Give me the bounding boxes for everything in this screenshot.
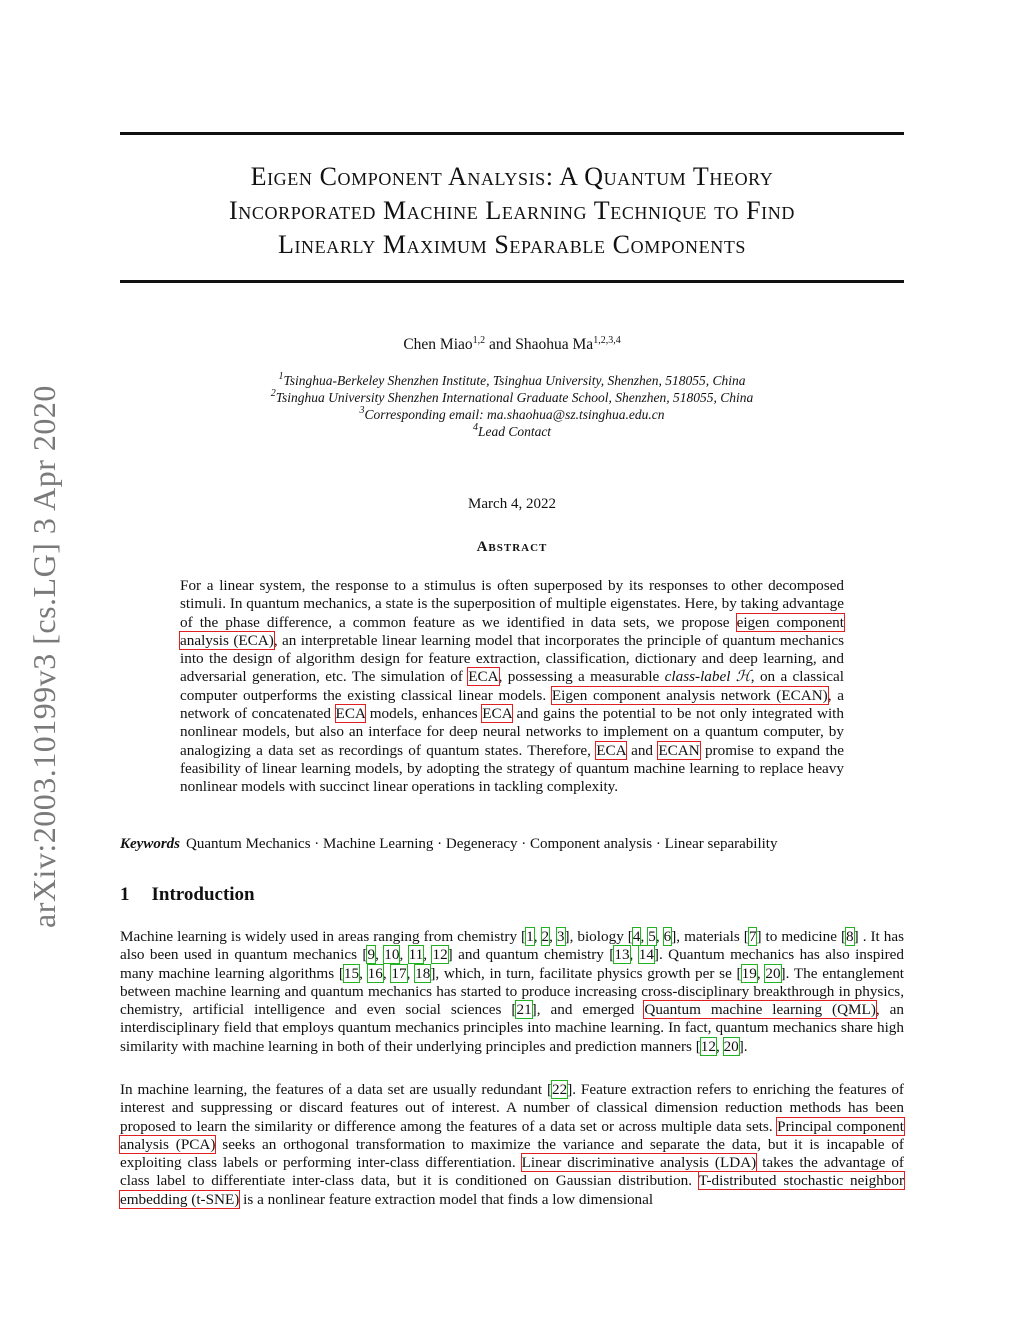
citation[interactable]: 22 — [552, 1081, 568, 1098]
citation[interactable]: 18 — [415, 964, 431, 982]
affiliation-2: $^2$Tsinghua University Shenzhen International Graduate School, Shenzhen, 518055, China — [270, 388, 754, 405]
citation[interactable]: 11 — [408, 946, 424, 964]
citation[interactable]: 14 — [638, 946, 654, 964]
author-conj: and — [485, 336, 516, 353]
citation[interactable]: 3 — [556, 928, 565, 945]
link-qml-definition[interactable]: Quantum machine learning (QML) — [644, 1001, 876, 1019]
citation[interactable]: 1 — [526, 928, 534, 945]
citation[interactable]: 17 — [391, 964, 407, 982]
section-heading — [120, 884, 255, 906]
citation[interactable]: 12 — [700, 1037, 716, 1055]
title-rule-bottom — [120, 280, 904, 283]
citation[interactable]: 13 — [614, 946, 630, 964]
affiliation-3: $^3$Corresponding email: ma.shaohua@sz.tsinghua.edu.cn — [359, 405, 665, 422]
affiliation-4: $^4$Lead Contact — [472, 422, 552, 439]
keywords — [120, 836, 904, 853]
keywords-list: Quantum Mechanics · Machine Learning · Degeneracy · Component analysis · Linear separability — [186, 836, 778, 852]
author-1: Chen Miao — [403, 336, 473, 353]
title-line-3: Linearly Maximum Separable Components — [277, 230, 747, 259]
title-line-1: Eigen Component Analysis: A Quantum Theory — [250, 162, 774, 191]
section-title: Introduction — [151, 884, 255, 905]
citation[interactable]: 12 — [432, 946, 448, 964]
author-2-affil: 1,2,3,4 — [593, 335, 621, 346]
title-line-2: Incorporated Machine Learning Technique to Find — [229, 196, 795, 225]
citation[interactable]: 10 — [384, 946, 400, 964]
keywords-label: Keywords — [120, 836, 180, 852]
citation[interactable]: 9 — [367, 946, 376, 964]
link-eca-definition[interactable]: eigen component analysis (ECA) — [180, 613, 844, 649]
citation[interactable]: 5 — [648, 928, 656, 945]
citation[interactable]: 2 — [541, 928, 550, 945]
citation[interactable]: 6 — [663, 928, 672, 945]
citation[interactable]: 7 — [748, 928, 757, 945]
link-eca[interactable]: ECA — [482, 705, 512, 723]
link-lda-definition[interactable]: Linear discriminative analysis (LDA) — [521, 1154, 757, 1172]
link-tsne-definition[interactable]: T-distributed stochastic neighbor embedding (t-SNE) — [120, 1172, 905, 1208]
author-1-affil: 1,2 — [472, 335, 486, 346]
citation[interactable]: 20 — [765, 964, 781, 982]
abstract-body: For a linear system, the response to a stimulus is often superposed by its responses to other decomposed stimuli. In quantum mechanics, a state is the superposition of multiple eigenstates. Here, by taking advantage of the phase difference, a common feature as we identified in data sets, we propose eigen component analysis (ECA), an interpretable linear learning model that incorporates the principle of quantum mechanics into the design of algorithm design for feature extraction, classification, dictionary and deep learning, and adversarial generation, etc. The simulation of ECA, possessing a measurable class-label ℋ, on a classical computer outperforms the existing classical linear models. Eigen component analysis network (ECAN), a network of concatenated ECA models, enhances ECA and gains the potential to be not only integrated with nonlinear models, but also an interface for deep neural networks to implement on a quantum computer, by analogizing a data set as recordings of quantum states. Therefore, ECA and ECAN promise to expand the feasibility of linear learning models, by adopting the strategy of quantum machine learning to replace heavy nonlinear models with succinct linear operations in tackling complexity. — [180, 577, 845, 796]
citation[interactable]: 15 — [343, 964, 360, 982]
arxiv-stamp: arXiv:2003.10199v3 [cs.LG] 3 Apr 2020 — [26, 385, 62, 928]
paper-date: March 4, 2022 — [468, 496, 556, 512]
link-ecan[interactable]: ECAN — [658, 741, 700, 759]
link-eca[interactable]: ECA — [468, 668, 499, 686]
citation[interactable]: 8 — [846, 928, 854, 945]
citation[interactable]: 4 — [632, 928, 641, 945]
citation[interactable]: 19 — [741, 964, 757, 982]
affiliations — [120, 372, 904, 440]
intro-paragraph-2: In machine learning, the features of a data set are usually redundant [22]. Feature extraction refers to enriching the features of interest and suppressing or discard features out of interest. A number of classical dimension reduction methods has been proposed to learn the similarity or difference among the features of a data set or across multiple data sets. Principal component analysis (PCA) seeks an orthogonal transformation to maximize the variance and separate the data, but it is incapable of exploiting class labels or performing inter-class differentiation. Linear discriminative analysis (LDA) takes the advantage of class label to differentiate inter-class data, but it is conditioned on Gaussian distribution. T-distributed stochastic neighbor embedding (t-SNE) is a nonlinear feature extraction model that finds a low dimensional — [120, 1081, 905, 1208]
citation[interactable]: 20 — [723, 1037, 739, 1055]
authors — [120, 336, 904, 354]
affiliation-1: $^1$Tsinghua-Berkeley Shenzhen Institute, Tsinghua University, Shenzhen, 518055, China — [278, 371, 746, 388]
abstract-heading: Abstract — [476, 539, 548, 555]
link-eca[interactable]: ECA — [335, 705, 366, 723]
paper-title — [120, 160, 904, 262]
intro-paragraph-1: Machine learning is widely used in areas ranging from chemistry [1, 2, 3], biology [4, 5, 6], materials [7] to medicine [8] . It has also been used in quantum mechanics [9, 10, 11, 12] and quantum chemistry [13, 14]. Quantum mechanics has also inspired many machine learning algorithms [15, 16, 17, 18], which, in turn, facilitate physics growth per se [19, 20]. The entanglement between machine learning and quantum mechanics has started to produce increasing cross-disciplinary breakthrough in physics, chemistry, artificial intelligence and even social sciences [21], and emerged Quantum machine learning (QML), an interdisciplinary field that employs quantum mechanics principles into machine learning. In fact, quantum mechanics share high similarity with machine learning in both of their underlying principles and prediction manners [12, 20]. — [120, 928, 905, 1055]
link-ecan-definition[interactable]: Eigen component analysis network (ECAN) — [551, 686, 828, 704]
link-eca[interactable]: ECA — [596, 741, 626, 759]
section-number: 1 — [120, 884, 130, 905]
citation[interactable]: 21 — [516, 1001, 532, 1019]
link-pca-definition[interactable]: Principal component analysis (PCA) — [120, 1117, 904, 1153]
title-rule-top — [120, 132, 904, 135]
citation[interactable]: 16 — [367, 964, 383, 982]
author-2: Shaohua Ma — [515, 336, 594, 353]
